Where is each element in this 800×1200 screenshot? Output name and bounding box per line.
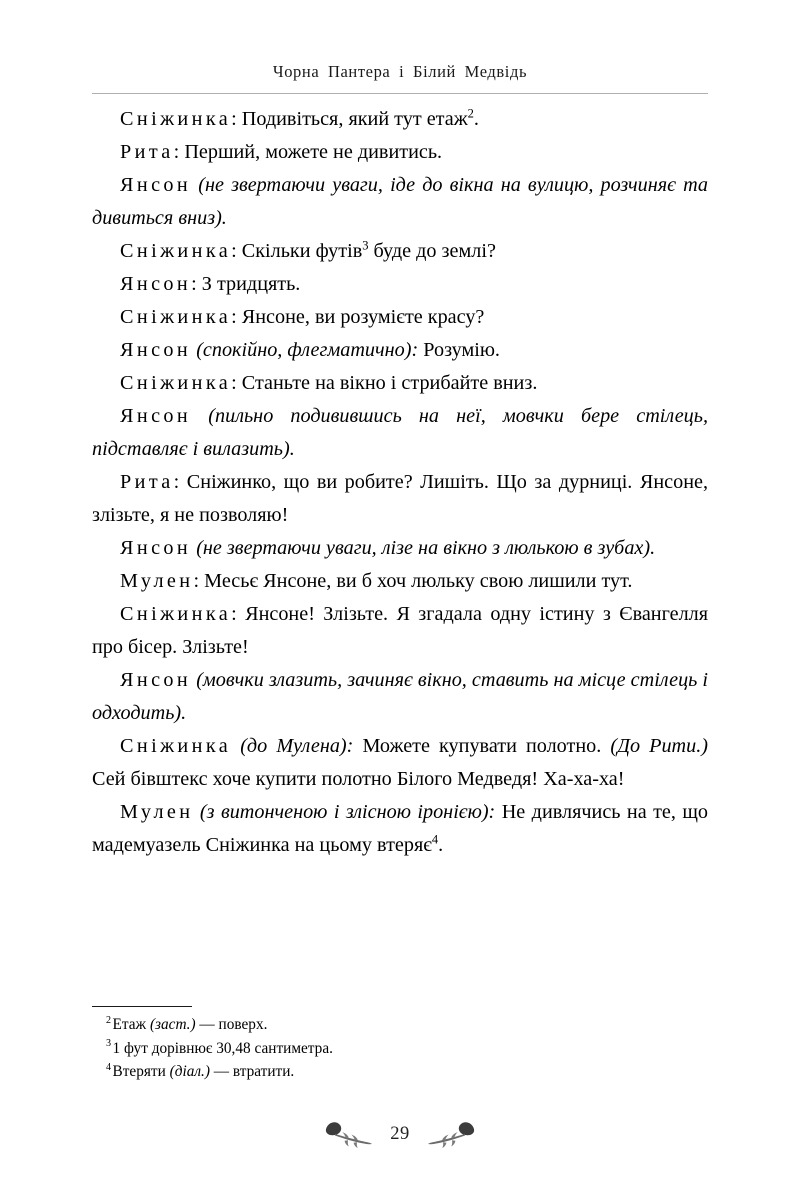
dialogue-line — [92, 169, 708, 235]
speaker-name: Мулен — [120, 570, 194, 592]
footnote-label-abbrev: (заст.) — [149, 1016, 196, 1033]
stage-direction-secondary: (До Рити.) — [610, 735, 708, 757]
speaker-name: Рита — [120, 141, 174, 163]
speaker-name: Сніжинка — [120, 372, 232, 394]
dialogue-text: Янсоне! Злізьте. Я згадала одну істину з Євангелля про бісер. Злізьте! — [92, 603, 709, 658]
dialogue-line: Мулен: Месьє Янсоне, ви б хоч люльку свою лишили тут. — [120, 570, 633, 592]
dialogue-text: Подивіться, який тут етаж — [241, 108, 468, 130]
dialogue-line: Рита: Сніжинко, що ви робите? Лишіть. Що за дурниці. Янсоне, злізьте, я не позволяю! — [92, 471, 709, 526]
stage-direction: (не звертаючи уваги, іде до вікна на вулицю, розчиняє та дивиться вниз). — [92, 174, 708, 229]
speaker-name: Янсон — [120, 669, 192, 691]
dialogue-text: Можете купувати полотно. — [353, 735, 611, 757]
stage-direction: (спокійно, флегматично): — [196, 339, 419, 361]
dialogue-line: Сніжинка: Станьте на вікно і стрибайте вниз. — [120, 372, 538, 394]
speaker-name: Янсон — [120, 405, 192, 427]
dialogue-line: Рита: Перший, можете не дивитись. — [120, 141, 443, 163]
header-divider-rule — [92, 93, 708, 94]
footnote-reference-marker[interactable]: 2 — [467, 106, 474, 121]
dialogue-line: Сніжинка: Скільки футів$^3$ буде до землі? — [120, 238, 496, 262]
running-header: Чорна Пантера і Білий Медвідь — [272, 62, 528, 81]
dialogue-text: Станьте на вікно і стрибайте вниз. — [241, 372, 538, 394]
dialogue-line — [92, 730, 708, 796]
stage-direction: (мовчки злазить, зачиняє вікно, ставить на місце стілець і одходить). — [92, 669, 709, 724]
speaker-name: Рита — [120, 471, 174, 493]
dialogue-line: Сніжинка: Янсоне, ви розумієте красу? — [120, 306, 485, 328]
footnote-lead-text: Втеряти — [112, 1063, 170, 1080]
dialogue-text: Сніжинко, що ви робите? Лишіть. Що за дурниці. Янсоне, злізьте, я не позволяю! — [92, 471, 709, 526]
footnote-reference-marker[interactable]: 3 — [362, 238, 369, 253]
footnote-lead-text: 1 фут дорівнює 30,48 сантиметра. — [112, 1039, 333, 1057]
play-dialogue-body — [92, 103, 708, 862]
speaker-name: Сніжинка — [120, 306, 232, 328]
speaker-name: Янсон — [120, 174, 192, 196]
leaf-branch-ornament-mirrored-icon — [424, 1118, 478, 1150]
page-number: 29 — [390, 1123, 410, 1144]
footnote-reference-marker[interactable]: 4 — [431, 832, 439, 847]
speaker-name: Мулен — [120, 801, 194, 823]
stage-direction: (з витонченою і злісною іронією): — [199, 801, 496, 823]
speaker-name: Сніжинка — [120, 603, 232, 625]
footnote-gloss-text: — поверх. — [195, 1016, 268, 1033]
speaker-name: Янсон — [120, 339, 192, 361]
footnote-number: 2 — [106, 1014, 112, 1026]
dialogue-line — [92, 532, 708, 565]
footnote-label-abbrev: (діал.) — [169, 1063, 210, 1080]
dialogue-text: Янсоне, ви розумієте красу? — [241, 306, 485, 328]
footnote-item — [92, 1013, 708, 1037]
dialogue-text: Скільки футів — [241, 240, 363, 262]
stage-direction: (пильно подивившись на неї, мовчки бере стілець, підставляє і вилазить). — [92, 405, 709, 460]
footnote-lead-text: Етаж — [112, 1016, 150, 1033]
dialogue-text-secondary: Сей бівштекс хоче купити полотно Білого Медведя! Ха-ха-ха! — [92, 768, 625, 790]
speaker-name: Янсон — [120, 537, 192, 559]
dialogue-text: Перший, можете не дивитись. — [184, 141, 443, 163]
footnote-number: 3 — [106, 1038, 112, 1050]
dialogue-line — [92, 334, 708, 367]
leaf-branch-ornament-icon — [322, 1118, 376, 1150]
footnote-gloss-text: — втратити. — [209, 1063, 295, 1080]
dialogue-text: Месьє Янсоне, ви б хоч люльку свою лишили тут. — [204, 570, 633, 592]
footnote-number: 4 — [106, 1061, 112, 1073]
footnote-item — [92, 1037, 708, 1061]
dialogue-line: Сніжинка: Янсоне! Злізьте. Я згадала одну істину з Євангелля про бісер. Злізьте! — [92, 603, 709, 658]
footnote-item — [92, 1060, 708, 1084]
dialogue-line: Янсон: З тридцять. — [120, 273, 301, 295]
stage-direction: (до Мулена): — [240, 735, 354, 757]
speaker-name: Сніжинка — [120, 108, 232, 130]
footnote-list — [92, 1013, 708, 1084]
page-footer — [0, 1118, 800, 1150]
dialogue-line — [92, 664, 708, 730]
dialogue-line: Сніжинка: Подивіться, який тут етаж$^2$. — [120, 106, 479, 130]
dialogue-text: Розумію. — [418, 339, 500, 361]
dialogue-line — [92, 400, 708, 466]
speaker-name: Сніжинка — [120, 240, 232, 262]
speaker-name: Сніжинка — [120, 735, 232, 757]
footnote-separator-rule — [92, 1006, 192, 1007]
speaker-name: Янсон — [120, 273, 192, 295]
dialogue-line: Мулен (з витонченою і злісною іронією): Не дивлячись на те, що мадемуазель Сніжинка на цьому втеряє$^4$. — [92, 801, 708, 856]
stage-direction: (не звертаючи уваги, лізе на вікно з люлькою в зубах). — [196, 537, 656, 559]
dialogue-text: Не дивлячись на те, що мадемуазель Сніжинка на цьому втеряє — [92, 801, 708, 856]
dialogue-text: З тридцять. — [201, 273, 301, 295]
